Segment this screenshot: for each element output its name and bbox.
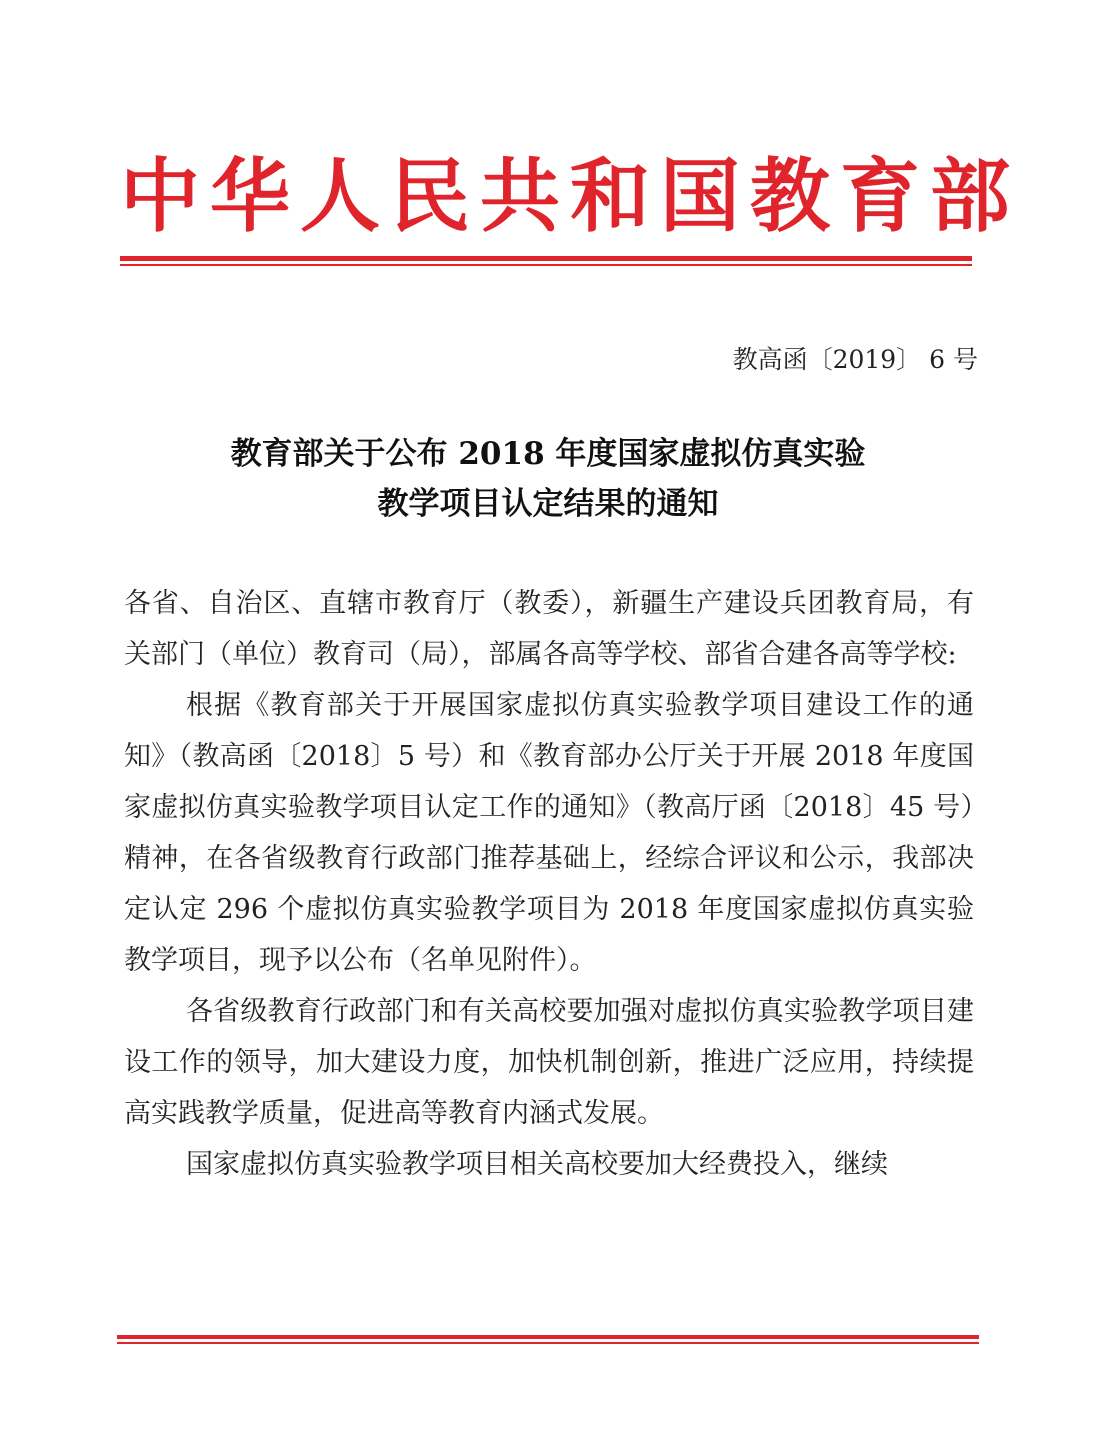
body-paragraph: 国家虚拟仿真实验教学项目相关高校要加大经费投入，继续 bbox=[186, 1149, 888, 1180]
footer-red-rule-thick bbox=[117, 1335, 979, 1339]
letterhead-title: 中华人民共和国教育部 bbox=[120, 149, 1020, 243]
salutation: 各省、自治区、直辖市教育厅（教委），新疆生产建设兵团教育局，有关部门（单位）教育司（局），部属各高等学校、部省合建各高等学校: bbox=[124, 588, 974, 670]
notice-title-line-2: 教学项目认定结果的通知 bbox=[377, 486, 719, 522]
body-paragraph: 各省级教育行政部门和有关高校要加强对虚拟仿真实验教学项目建设工作的领导，加大建设力度，加快机制创新，推进广泛应用，持续提高实践教学质量，促进高等教育内涵式发展。 bbox=[124, 996, 974, 1129]
notice-title-line-1: 教育部关于公布 2018 年度国家虚拟仿真实验 bbox=[230, 436, 866, 472]
body-paragraph: 根据《教育部关于开展国家虚拟仿真实验教学项目建设工作的通知》（教高函〔2018〕5 号）和《教育部办公厅关于开展 2018 年度国家虚拟仿真实验教学项目认定工作的通知》（教高厅函〔2018〕45 号）精神，在各省级教育行政部门推荐基础上，经综合评议和公示，我部决定认定 296 个虚拟仿真实验教学项目为 2018 年度国家虚拟仿真实验教学项目，现予以公布（名单见附件）。 bbox=[124, 690, 974, 976]
notice-body bbox=[124, 578, 974, 1190]
footer-red-rule-thin bbox=[117, 1342, 979, 1344]
document-number: 教高函〔2019〕 6 号 bbox=[732, 345, 978, 374]
letterhead-red-rule-thick bbox=[120, 256, 972, 261]
letterhead-red-rule-thin bbox=[120, 264, 972, 266]
